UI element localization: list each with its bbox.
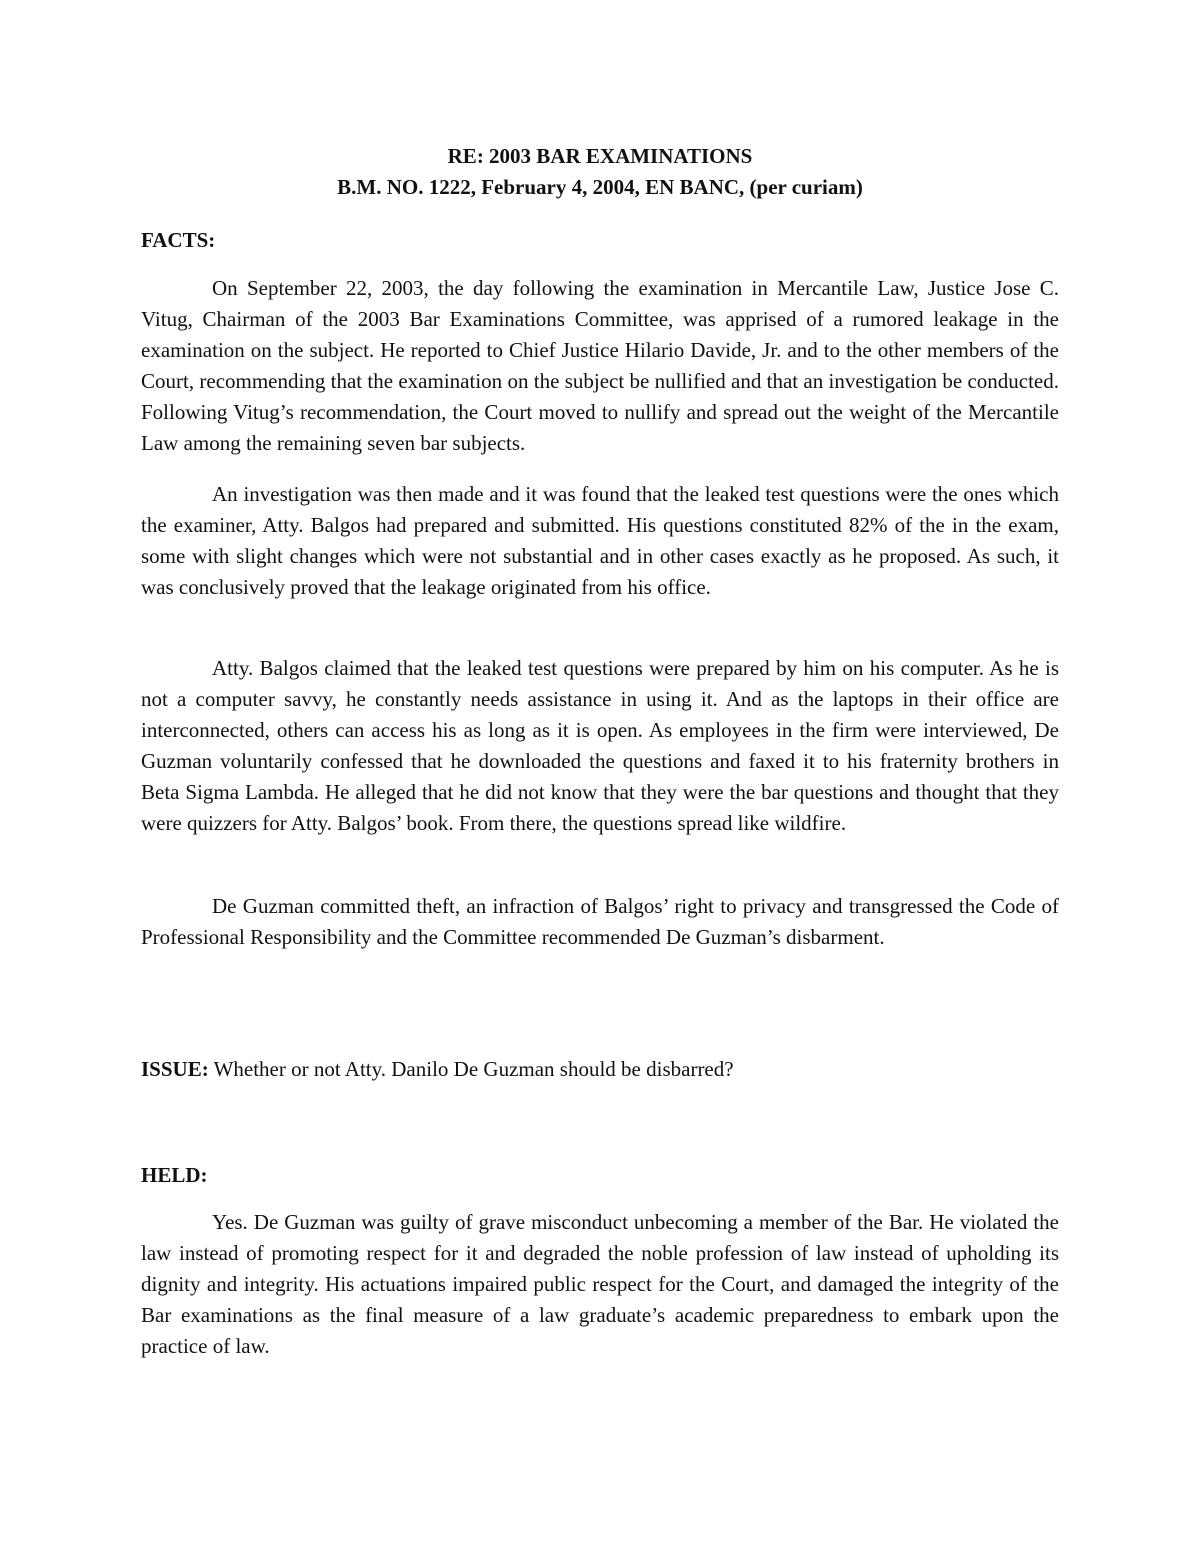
issue-line — [141, 1054, 1059, 1085]
facts-heading: FACTS: — [141, 228, 216, 252]
held-heading: HELD: — [141, 1163, 208, 1187]
facts-paragraph-1: On September 22, 2003, the day following the examination in Mercantile Law, Justice Jose C. Vitug, Chairman of the 2003 Bar Examinations Committee, was apprised of a rumored leakage in the examination on the subject. He reported to Chief Justice Hilario Davide, Jr. and to the other members of the Court, recommending that the examination on the subject be nullified and that an investigation be conducted. Following Vitug’s recommendation, the Court moved to nullify and spread out the weight of the Mercantile Law among the remaining seven bar subjects. — [141, 276, 1059, 455]
issue-label: ISSUE: — [141, 1057, 209, 1081]
case-title: RE: 2003 BAR EXAMINATIONS — [447, 144, 753, 168]
facts-paragraph-2: An investigation was then made and it was found that the leaked test questions were the ones which the examiner, Atty. Balgos had prepared and submitted. His questions constituted 82% of the in the exam, some with slight changes which were not substantial and in other cases exactly as he proposed. As such, it was conclusively proved that the leakage originated from his office. — [141, 482, 1059, 599]
facts-paragraph-3: Atty. Balgos claimed that the leaked test questions were prepared by him on his computer. As he is not a computer savvy, he constantly needs assistance in using it. And as the laptops in their office are interconnected, others can access his as long as it is open. As employees in the firm were interviewed, De Guzman voluntarily confessed that he downloaded the questions and faxed it to his fraternity brothers in Beta Sigma Lambda. He alleged that he did not know that they were the bar questions and thought that they were quizzers for Atty. Balgos’ book. From there, the questions spread like wildfire. — [141, 656, 1059, 835]
held-paragraph: Yes. De Guzman was guilty of grave misconduct unbecoming a member of the Bar. He violated the law instead of promoting respect for it and degraded the noble profession of law instead of upholding its dignity and integrity. His actuations impaired public respect for the Court, and damaged the integrity of the Bar examinations as the final measure of a law graduate’s academic preparedness to embark upon the practice of law. — [141, 1210, 1059, 1358]
case-citation: B.M. NO. 1222, February 4, 2004, EN BANC, (per curiam) — [337, 175, 863, 199]
facts-paragraph-4: De Guzman committed theft, an infraction of Balgos’ right to privacy and transgressed the Code of Professional Responsibility and the Committee recommended De Guzman’s disbarment. — [141, 894, 1059, 949]
issue-text: Whether or not Atty. Danilo De Guzman should be disbarred? — [213, 1057, 734, 1081]
